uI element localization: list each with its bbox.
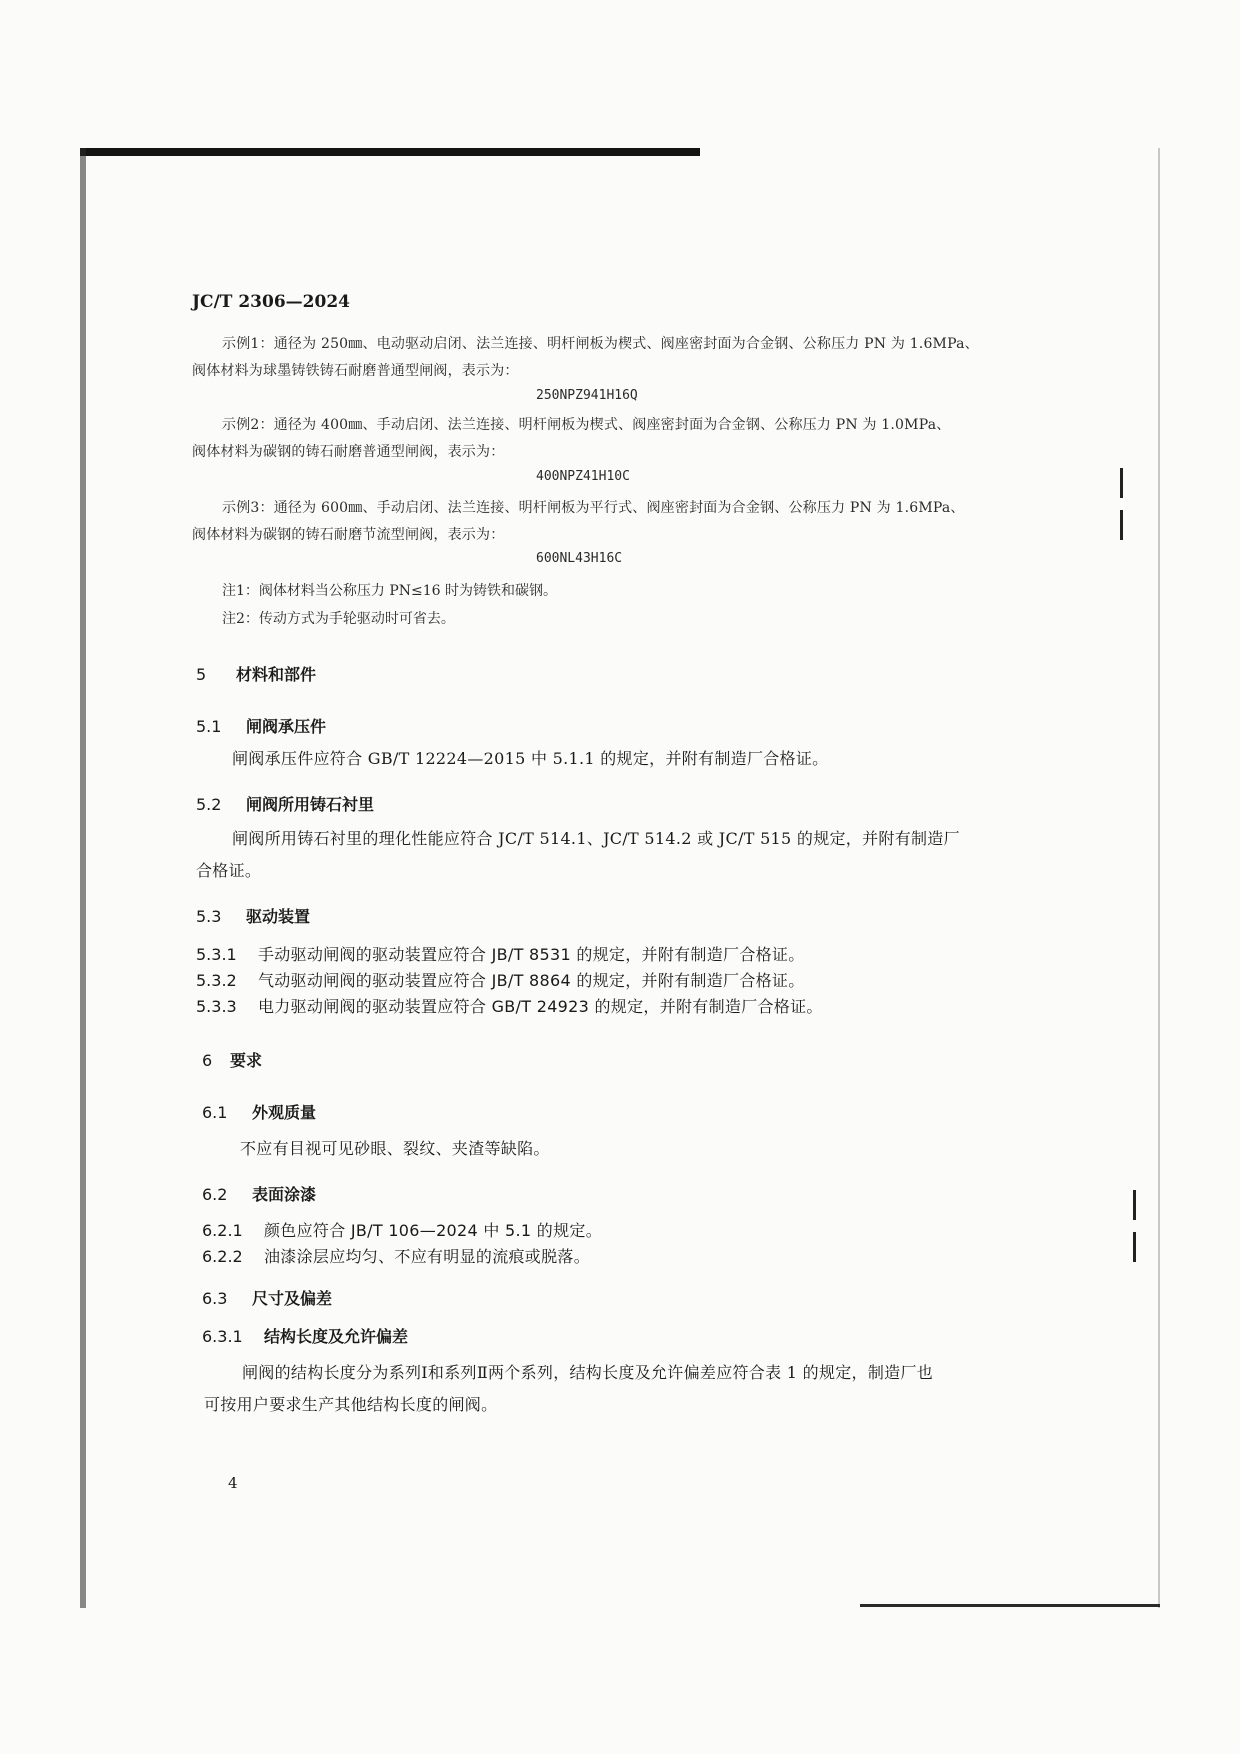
section-title: 驱动装置 (246, 907, 311, 926)
section-5-2-heading (196, 792, 374, 815)
section-5-2-text-line-1: 闸阀所用铸石衬里的理化性能应符合 JC/T 514.1、JC/T 514.2 或 JC/T 515 的规定，并附有制造厂 (232, 829, 960, 848)
section-title: 要求 (230, 1051, 263, 1070)
section-6-1-text: 不应有目视可见砂眼、裂纹、夹渣等缺陷。 (240, 1139, 550, 1158)
section-5-3-1 (196, 942, 805, 965)
example-3-line-2: 阀体材料为碳钢的铸石耐磨节流型闸阀，表示为： (192, 527, 505, 543)
section-5-3-2 (196, 968, 805, 991)
section-6-1-heading (202, 1100, 316, 1123)
clause-number: 6.2.2 (202, 1247, 243, 1266)
scan-mark (1133, 1190, 1136, 1220)
example-2-code: 400NPZ41H10C (536, 469, 630, 484)
section-title: 结构长度及允许偏差 (264, 1327, 409, 1346)
section-title: 闸阀承压件 (246, 717, 327, 736)
section-6-3-1-heading (202, 1324, 408, 1347)
section-6-3-1-text-line-1: 闸阀的结构长度分为系列Ⅰ和系列Ⅱ两个系列，结构长度及允许偏差应符合表 1 的规定，制造厂也 (242, 1363, 934, 1382)
section-5-heading (196, 662, 316, 685)
section-6-heading (202, 1048, 262, 1071)
example-3-code: 600NL43H16C (536, 551, 623, 566)
section-6-2-1 (202, 1218, 602, 1241)
header-rule (80, 148, 700, 156)
example-1-line-1: 示例1：通径为 250㎜、电动驱动启闭、法兰连接、明杆闸板为楔式、阀座密封面为合金钢、公称压力 PN 为 1.6MPa、 (222, 336, 979, 352)
section-title: 材料和部件 (236, 665, 317, 684)
note-2: 注2：传动方式为手轮驱动时可省去。 (222, 611, 455, 627)
clause-text: 手动驱动闸阀的驱动装置应符合 JB/T 8531 的规定，并附有制造厂合格证。 (258, 945, 805, 964)
section-number: 5.2 (196, 795, 222, 814)
example-1-code: 250NPZ941H16Q (536, 388, 638, 403)
document-code: JC/T 2306—2024 (192, 292, 350, 312)
section-5-1-heading (196, 714, 326, 737)
clause-text: 颜色应符合 JB/T 106—2024 中 5.1 的规定。 (264, 1221, 602, 1240)
section-6-3-heading (202, 1286, 332, 1309)
section-5-2-text-line-2: 合格证。 (196, 861, 262, 880)
section-number: 5 (196, 665, 207, 684)
scan-mark (1133, 1232, 1136, 1262)
example-1-line-2: 阀体材料为球墨铸铁铸石耐磨普通型闸阀，表示为： (192, 363, 519, 379)
example-2-line-1: 示例2：通径为 400㎜、手动启闭、法兰连接、明杆闸板为楔式、阀座密封面为合金钢、公称压力 PN 为 1.0MPa、 (222, 417, 951, 433)
clause-number: 5.3.3 (196, 997, 237, 1016)
section-number: 6.3 (202, 1289, 228, 1308)
section-title: 闸阀所用铸石衬里 (246, 795, 375, 814)
section-title: 尺寸及偏差 (252, 1289, 333, 1308)
section-6-2-heading (202, 1182, 316, 1205)
section-5-3-3 (196, 994, 823, 1017)
scan-left-edge (80, 148, 86, 1608)
section-5-3-heading (196, 904, 310, 927)
clause-number: 5.3.1 (196, 945, 237, 964)
section-title: 外观质量 (252, 1103, 317, 1122)
clause-text: 气动驱动闸阀的驱动装置应符合 JB/T 8864 的规定，并附有制造厂合格证。 (258, 971, 805, 990)
clause-text: 油漆涂层应均匀、不应有明显的流痕或脱落。 (264, 1247, 591, 1266)
section-title: 表面涂漆 (252, 1185, 317, 1204)
example-3-line-1: 示例3：通径为 600㎜、手动启闭、法兰连接、明杆闸板为平行式、阀座密封面为合金钢、公称压力 PN 为 1.6MPa、 (222, 500, 965, 516)
section-number: 6.3.1 (202, 1327, 243, 1346)
scan-mark (1120, 468, 1123, 498)
section-6-2-2 (202, 1244, 590, 1267)
example-2-line-2: 阀体材料为碳钢的铸石耐磨普通型闸阀，表示为： (192, 444, 505, 460)
clause-text: 电力驱动闸阀的驱动装置应符合 GB/T 24923 的规定，并附有制造厂合格证。 (258, 997, 823, 1016)
clause-number: 5.3.2 (196, 971, 237, 990)
page-number: 4 (228, 1474, 238, 1492)
note-1: 注1：阀体材料当公称压力 PN≤16 时为铸铁和碳钢。 (222, 583, 558, 599)
section-6-3-1-text-line-2: 可按用户要求生产其他结构长度的闸阀。 (204, 1395, 498, 1414)
section-number: 5.3 (196, 907, 222, 926)
scan-right-edge (1158, 148, 1160, 1608)
section-number: 5.1 (196, 717, 222, 736)
section-number: 6 (202, 1051, 213, 1070)
clause-number: 6.2.1 (202, 1221, 243, 1240)
section-5-1-text: 闸阀承压件应符合 GB/T 12224—2015 中 5.1.1 的规定，并附有制造厂合格证。 (232, 749, 829, 768)
section-number: 6.2 (202, 1185, 228, 1204)
footer-rule (860, 1604, 1160, 1607)
section-number: 6.1 (202, 1103, 228, 1122)
scan-mark (1120, 510, 1123, 540)
